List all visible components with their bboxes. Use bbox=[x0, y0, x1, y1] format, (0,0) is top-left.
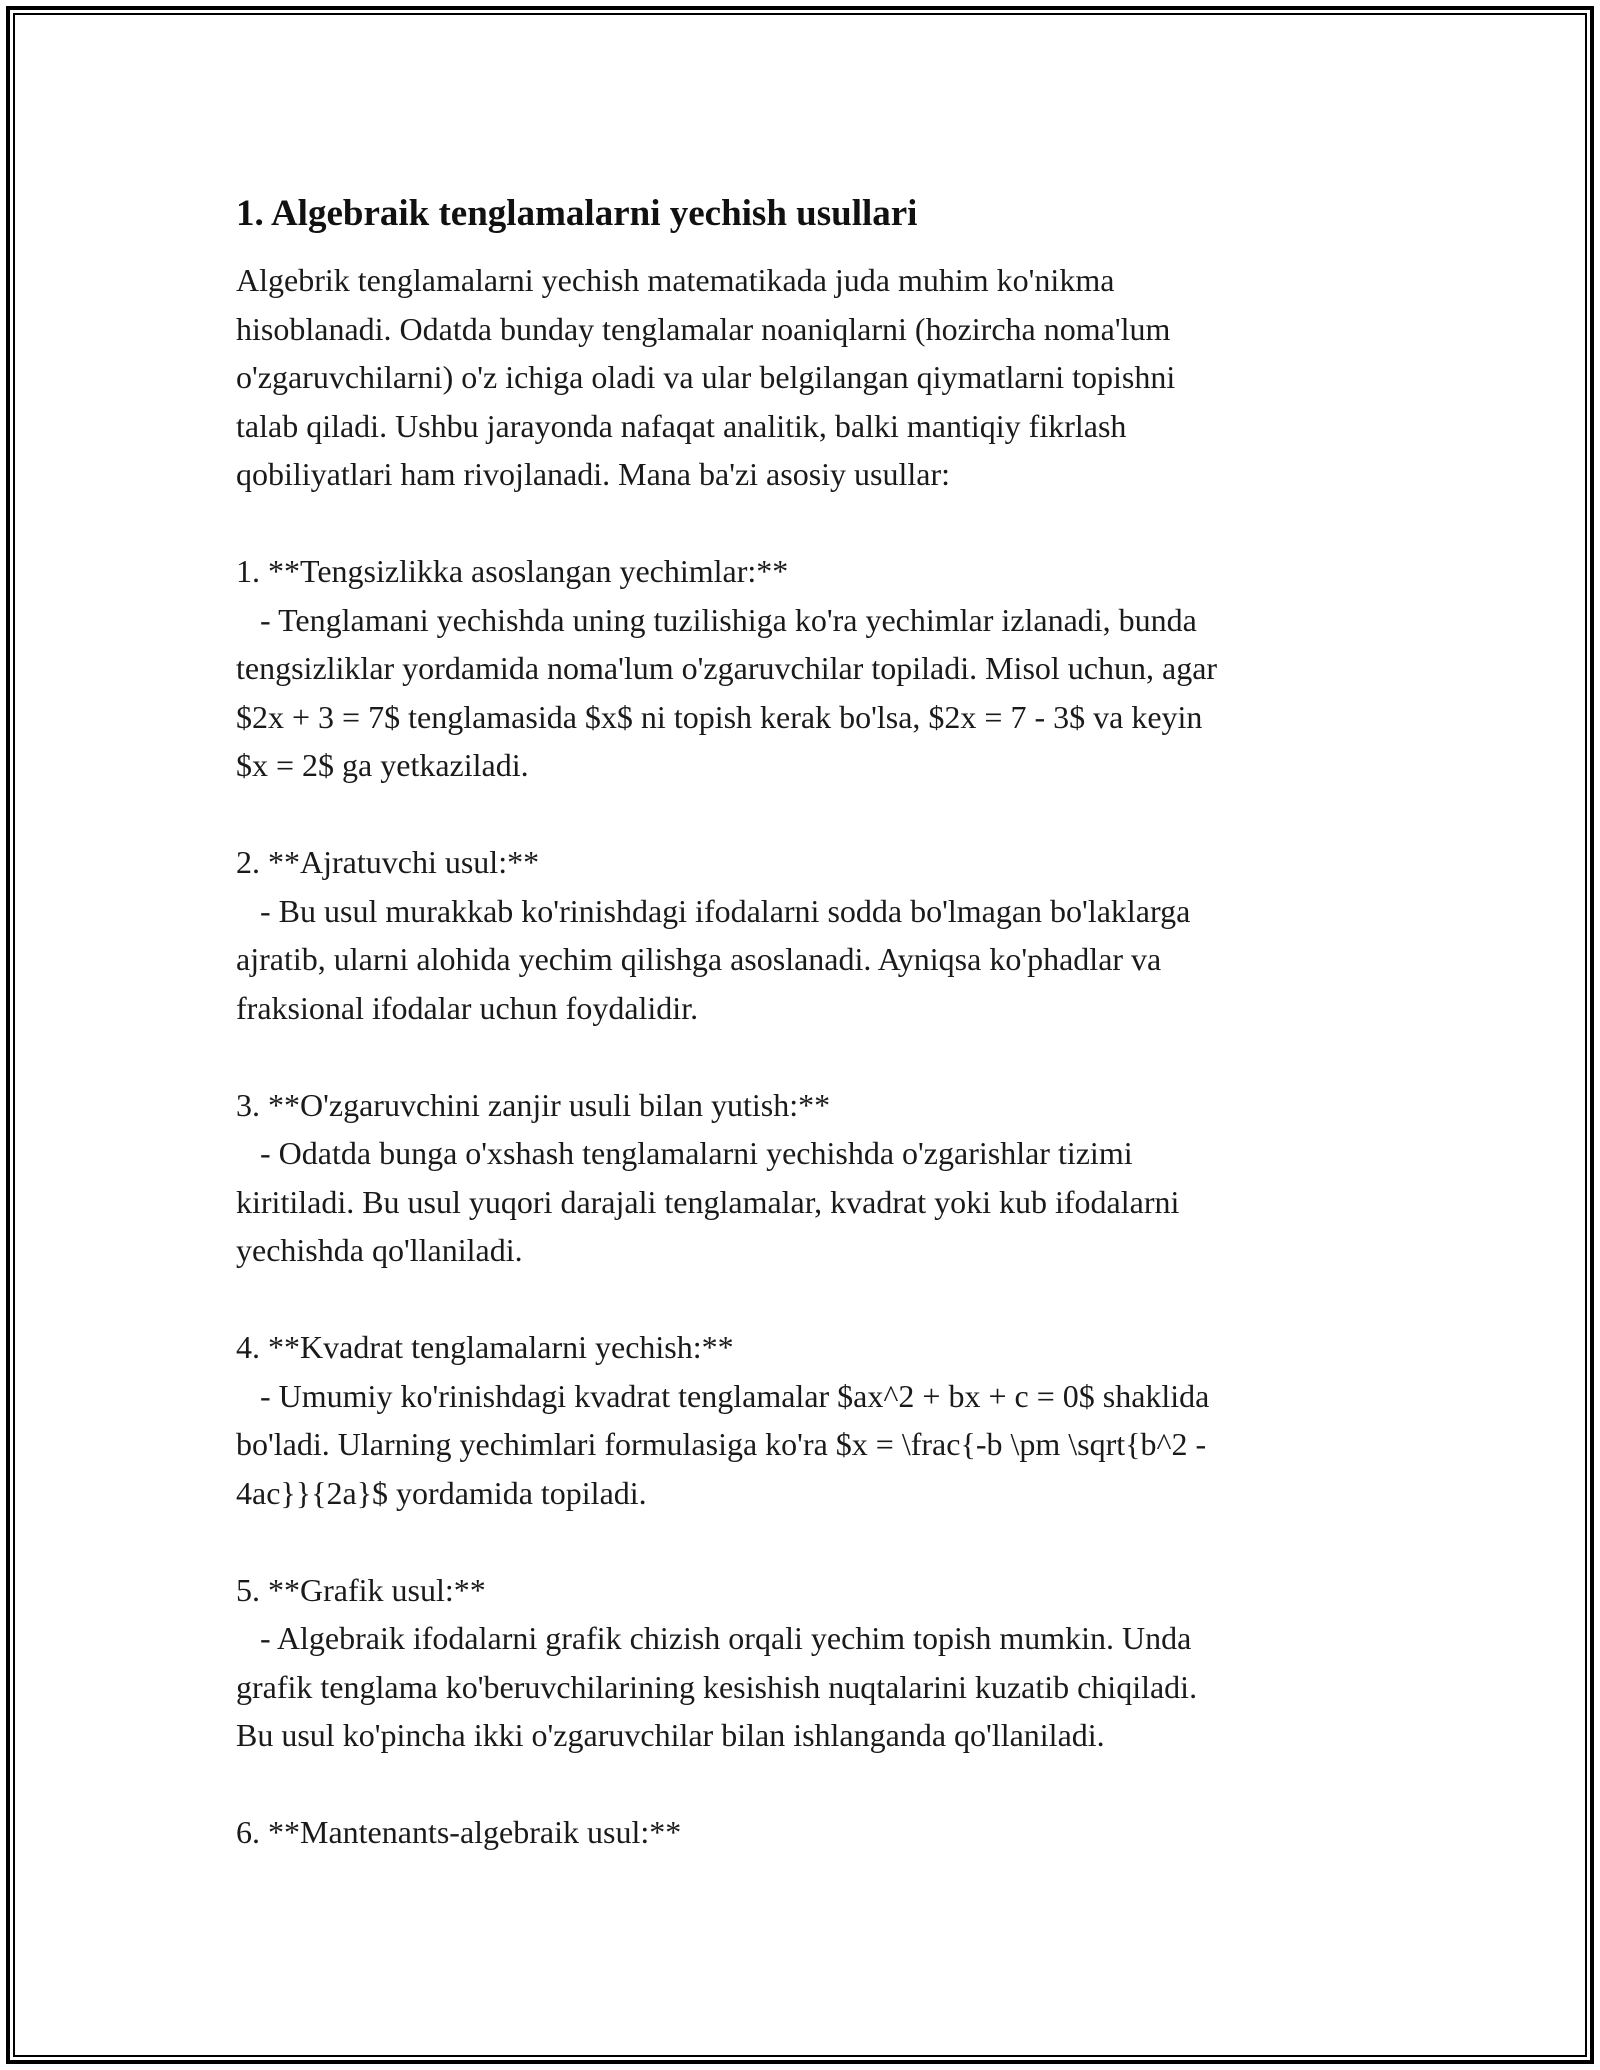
method-line: yechishda qo'llaniladi. bbox=[236, 1232, 523, 1268]
method-line: - Odatda bunga o'xshash tenglamalarni yechishda o'zgarishlar tizimi bbox=[236, 1135, 1133, 1171]
section-title: 1. Algebraik tenglamalarni yechish usullari bbox=[236, 193, 918, 234]
method-line: kiritiladi. Bu usul yuqori darajali tenglamalar, kvadrat yoki kub ifodalarni bbox=[236, 1183, 1180, 1220]
intro-line: o'zgaruvchilarni) o'z ichiga oladi va ular belgilangan qiymatlarni topishni bbox=[236, 359, 1176, 395]
method-line: bo'ladi. Ularning yechimlari formulasiga ko'ra $x = \frac{-b \pm \sqrt{b^2 - bbox=[236, 1426, 1207, 1462]
method-heading: 1. **Tengsizlikka asoslangan yechimlar:** bbox=[236, 553, 789, 589]
method-heading: 6. **Mantenants-algebraik usul:** bbox=[236, 1814, 682, 1850]
paragraph-gap bbox=[236, 499, 1386, 548]
intro-line: qobiliyatlari ham rivojlanadi. Mana ba'zi asosiy usullar: bbox=[236, 456, 951, 492]
method-heading: 5. **Grafik usul:** bbox=[236, 1571, 486, 1608]
method-line: tengsizliklar yordamida noma'lum o'zgaruvchilar topiladi. Misol uchun, agar bbox=[236, 650, 1218, 686]
document-body bbox=[236, 186, 1386, 1857]
method-line: $x = 2$ ga yetkaziladi. bbox=[236, 747, 529, 783]
method-line: fraksional ifodalar uchun foydalidir. bbox=[236, 989, 699, 1026]
method-line: Bu usul ko'pincha ikki o'zgaruvchilar bilan ishlanganda qo'llaniladi. bbox=[236, 1717, 1105, 1753]
method-item-3 bbox=[236, 1081, 1386, 1275]
method-item-5 bbox=[236, 1566, 1386, 1760]
intro-line: hisoblanadi. Odatda bunday tenglamalar noaniqlarni (hozircha noma'lum bbox=[236, 310, 1171, 347]
paragraph-gap bbox=[236, 1517, 1386, 1566]
paragraph-gap bbox=[236, 790, 1386, 839]
method-item-6 bbox=[236, 1808, 1386, 1857]
method-item-2 bbox=[236, 838, 1386, 1032]
method-line: - Tenglamani yechishda uning tuzilishiga ko'ra yechimlar izlanadi, bunda bbox=[236, 601, 1197, 638]
method-item-4 bbox=[236, 1323, 1386, 1517]
method-item-1 bbox=[236, 547, 1386, 790]
method-line: - Bu usul murakkab ko'rinishdagi ifodalarni sodda bo'lmagan bo'laklarga bbox=[236, 892, 1191, 929]
method-line: $2x + 3 = 7$ tenglamasida $x$ ni topish kerak bo'lsa, $2x = 7 - 3$ va keyin bbox=[236, 698, 1203, 735]
method-line: - Algebraik ifodalarni grafik chizish orqali yechim topish mumkin. Unda bbox=[236, 1620, 1192, 1656]
method-line: 4ac}}{2a}$ yordamida topiladi. bbox=[236, 1474, 647, 1511]
intro-paragraph bbox=[236, 256, 1386, 499]
method-heading: 4. **Kvadrat tenglamalarni yechish:** bbox=[236, 1329, 734, 1365]
method-heading: 2. **Ajratuvchi usul:** bbox=[236, 844, 540, 880]
intro-line: talab qiladi. Ushbu jarayonda nafaqat analitik, balki mantiqiy fikrlash bbox=[236, 407, 1127, 444]
method-heading: 3. **O'zgaruvchini zanjir usuli bilan yutish:** bbox=[236, 1086, 831, 1123]
paragraph-gap bbox=[236, 1760, 1386, 1809]
intro-line: Algebrik tenglamalarni yechish matematikada juda muhim ko'nikma bbox=[236, 262, 1115, 298]
method-line: - Umumiy ko'rinishdagi kvadrat tenglamalar $ax^2 + bx + c = 0$ shaklida bbox=[236, 1377, 1210, 1414]
paragraph-gap bbox=[236, 1275, 1386, 1324]
paragraph-gap bbox=[236, 1032, 1386, 1081]
method-line: grafik tenglama ko'beruvchilarining kesishish nuqtalarini kuzatib chiqiladi. bbox=[236, 1668, 1198, 1705]
method-line: ajratib, ularni alohida yechim qilishga asoslanadi. Ayniqsa ko'phadlar va bbox=[236, 941, 1162, 977]
